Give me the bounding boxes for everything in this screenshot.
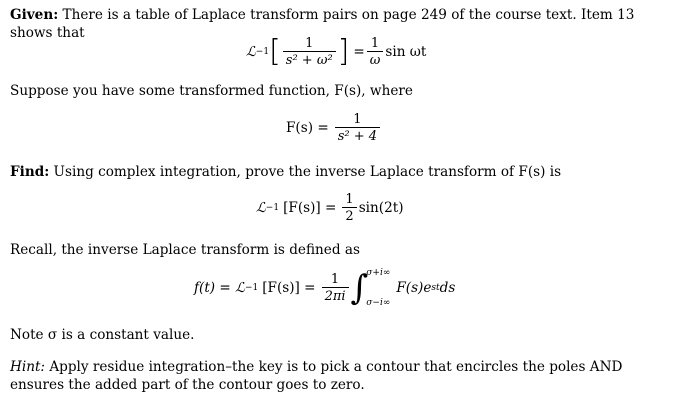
suppose-paragraph [10, 82, 670, 100]
hint-text: Apply residue integration–the key is to pick a contour that encircles the poles AND ensures the added part of the contour goes to zero. [10, 359, 623, 393]
result-argument: [F(s)] = [283, 200, 337, 216]
differential: ds [439, 280, 456, 296]
upper-limit: σ+i∞ [366, 268, 391, 278]
suppose-text: Suppose you have some transformed function, F(s), where [10, 83, 413, 99]
recall-text: Recall, the inverse Laplace transform is defined as [10, 242, 360, 258]
definition-lhs: f(t) = ℒ [194, 280, 245, 296]
lower-limit: σ−i∞ [366, 298, 391, 308]
left-bracket: [ [269, 34, 281, 69]
definition-argument: [F(s)] = [262, 280, 316, 296]
fs-numerator: 1 [353, 112, 362, 127]
fs-lhs: F(s) = [286, 120, 329, 136]
result-operator: ℒ [256, 200, 266, 216]
definition-denominator: 2πi [322, 287, 349, 304]
recall-paragraph [10, 241, 670, 259]
rhs-fraction [367, 36, 384, 68]
inverse-laplace-definition: f(t) = ℒ −1 [F(s)] = $\frac{1}{2\pi i}$ ∫ σ+i∞ σ−i∞ F(s)e st ds [194, 268, 456, 308]
pair-fraction [283, 36, 336, 68]
note-paragraph [10, 326, 670, 344]
given-label: Given: [10, 7, 59, 23]
given-text: There is a table of Laplace transform pairs on page 249 of the course text. Item 13 shows that [10, 7, 635, 41]
integrand: F(s)e [396, 280, 432, 296]
transfer-function-equation [286, 112, 382, 144]
laplace-pair-equation: ℒ −1 [ $\frac{1}{\text{s² + ω²}}$ ] = $\frac{1}{\omega}$ sin ωt [246, 34, 427, 69]
find-label: Find: [10, 164, 50, 180]
rhs-sine: sin ωt [385, 44, 427, 60]
inverse-result-equation: ℒ −1 [F(s)] = $\frac{1}{2}$ sin(2t) [256, 192, 404, 224]
pair-numerator: 1 [305, 36, 314, 51]
result-denominator: 2 [342, 207, 356, 224]
fs-fraction [335, 112, 380, 144]
result-fraction [342, 192, 356, 224]
laplace-operator: ℒ [246, 44, 256, 60]
pair-equals: = [353, 44, 365, 60]
integral-limits [366, 268, 390, 308]
find-paragraph [10, 163, 670, 181]
hint-label: Hint: [10, 359, 45, 375]
right-bracket: ] [337, 34, 350, 69]
note-text: Note σ is a constant value. [10, 327, 195, 343]
find-text: Using complex integration, prove the inverse Laplace transform of F(s) is [49, 164, 562, 180]
integral-sign: ∫ [350, 268, 369, 308]
pair-denominator: s² + ω² [283, 51, 336, 68]
result-numerator: 1 [345, 192, 354, 207]
result-sine: sin(2t) [358, 200, 404, 216]
rhs-denominator: ω [367, 51, 384, 68]
definition-fraction [322, 272, 349, 304]
hint-paragraph [10, 358, 670, 394]
definition-numerator: 1 [330, 272, 340, 287]
rhs-numerator: 1 [370, 36, 380, 51]
fs-denominator: s² + 4 [335, 127, 380, 144]
